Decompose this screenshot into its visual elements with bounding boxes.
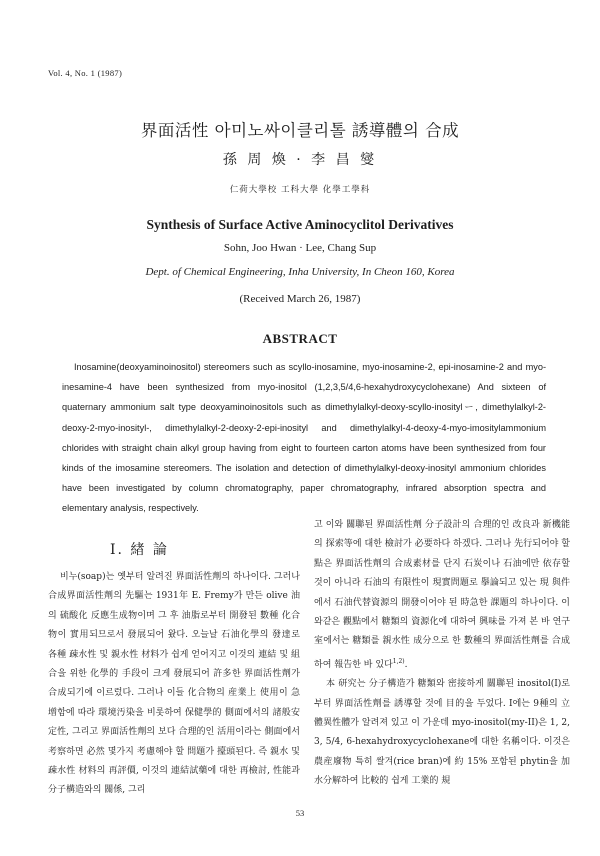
received-date: (Received March 26, 1987) [239,293,361,305]
right-column-paragraph-2: 本 研究는 分子構造가 糖類와 密接하게 關聯된 inositol(I)로 부터 界面活性劑를 誘導할 것에 目的을 두었다. I에는 9種의 立體異性體가 알려져 있고 이 가운데 myo-inositol(my-II)은 1, 2, 3, 5/4, 6-hexahydroxycyclohexane에 대한 名稱이다. 이것은 農産廢物 특히 쌀겨(rice bran)에 約 15% 포함된 phytin을 加水分解하여 比較的 쉽게 工業的 規 [314,679,570,787]
title-english: Synthesis of Surface Active Aminocyclitol Derivatives [146,217,454,232]
left-column-paragraph: 비누(soap)는 옛부터 알려진 界面活性劑의 하나이다. 그러나 合成界面活性劑의 先驅는 1931年 E. Fremy가 만든 olive 油의 硫酸化 反應生成物이며 그 후 油脂로부터 開發된 數種 化合物이 實用되므로서 發展되어 왔다. 오늘날 石油化學의 發達로 各種 疎水性 및 親水性 材料가 쉽게 얻어지고 이것의 連結 및 組合을 위한 化學的 手段이 크게 發展되어 許多한 界面活性劑가 合成되기에 이르렀다. 그러나 이들 化合物의 産業上 使用이 急增함에 따라 環境汚染을 비롯하여 保健學的 側面에서의 諸般安定性, 그리고 界面活性劑의 보다 合理的인 活用이라는 側面에서 考察하면 必然 몇가지 考慮해야 할 問題가 擡頭된다. 즉 親水 및 疎水性 材料의 再評價, 이것의 連結試藥에 대한 再檢討, 性能과 分子構造와의 關係, 그리 [48,572,300,796]
authors-korean: 孫 周 煥 · 李 昌 燮 [222,152,378,168]
department-english: Dept. of Chemical Engineering, Inha University, In Cheon 160, Korea [145,266,455,278]
section-heading: I. 緖 論 [110,542,169,558]
right-column-paragraph-1: 고 이와 關聯된 界面活性劑 分子設計의 合理的인 改良과 新機能의 探索等에 대한 檢討가 必要하다 하겠다. 그러나 先行되어야 할 點은 界面活性劑의 合成素材를 단지 石炭이나 石油에만 依存할 것이 아니라 石油의 有限性이 現實問題로 擧論되고 있는 現 與件에서 石油代替資源의 開發이어야 된 時急한 課題의 하나이다. 이와같은 觀點에서 糖類의 資源化에 대하여 興味를 가져 본 바 연구室에서는 糖類를 親水性 成分으로 한 數種의 界面活性劑를 合成하여 報告한 바 있다$^{1,2)}$. [314,520,570,670]
right-column-text-1: 고 이와 關聯된 界面活性劑 分子設計의 合理的인 改良과 新機能의 探索等에 대한 檢討가 必要하다 하겠다. 그러나 先行되어야 할 點은 界面活性劑의 合成素材를 단지 石炭이나 石油에만 依存할 것이 아니라 石油의 有限性이 現實問題로 擧論되고 있는 現 與件에서 石油代替資源의 開發이어야 된 時急한 課題의 하나이다. 이와같은 觀點에서 糖類의 資源化에 대하여 興味를 가져 본 바 연구室에서는 糖類를 親水性 成分으로 한 數種의 界面活性劑를 合成하여 報告한 바 있다 [314,520,570,670]
volume-info: Vol. 4, No. 1 (1987) [48,68,123,78]
abstract-paragraph: Inosamine(deoxyaminoinositol) stereomers such as scyllo-inosamine, myo-inosamine-2, epi-inosamine-2 and myo-inesamine-4 have been synthesized from myo-inositol (1,2,3,5/4,6-hexahydroxycyclohexane) And sixteen of quaternary ammonium salt type deoxyaminoinositols such as dimethylalkyl-deoxy-scyllo-inositylー, dimethylalkyl-2-deoxy-2-myo-inosityl-, dimethylalkyl-2-deoxy-2-epi-inosityl and dimethylalkyl-4-deoxy-4-myo-imositylammonium chlorides with straight chain alkyl group having from eight to fourteen carton atoms have been synthesized from four kinds of the imosamine stereomers. The isolation and detection of dimethylalkyl-deoxy-inosityl ammonium chlorides have been investigated by column chromatography, paper chromatography, infrared absorption spectra and elementary analysis, respectively. [62,362,546,514]
left-column [48,568,300,801]
abstract-body [62,357,546,519]
right-column [314,516,570,792]
reference-marker: 1,2) [392,657,405,665]
authors-english: Sohn, Joo Hwan · Lee, Chang Sup [223,242,377,254]
affiliation-korean: 仁荷大學校 工科大學 化學工學科 [229,185,371,195]
title-korean: 界面活性 아미노싸이클리톨 誘導體의 合成 [140,121,460,140]
abstract-heading: ABSTRACT [262,331,338,346]
page-number: 53 [295,808,305,818]
